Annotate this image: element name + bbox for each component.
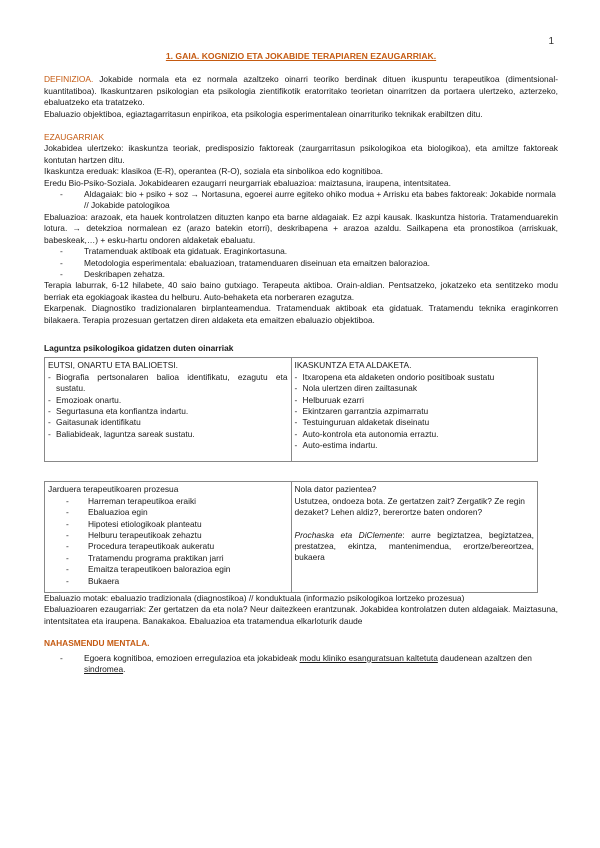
features-p5: Terapia laburrak, 6-12 hilabete, 40 saio baino gutxiago. Terapeuta aktiboa. Orain-aldian. Pentsatzeko, jokatzeko eta sentitzeko modu berriak eta egokiagoak ikastea du helburu. Auto-behaketa eta norberaren ezagutza. [44,280,558,302]
list-item: - Harreman terapeutikoa eraiki [48,496,288,507]
prochaska-label: Prochaska eta DiClemente [294,529,403,540]
definition-label: DEFINIZIOA. [44,74,94,85]
features-p3: Eredu Bio-Psiko-Soziala. Jokabidearen ezaugarri neurgarriak ebaluazioa: maiztasuna, iraupena, intentsitatea. [44,177,451,188]
process-question: Nola dator pazientea? [294,484,377,495]
list-item: - Nola ulertzen diren zailtasunak [295,383,535,394]
list-item [44,653,558,676]
mental-list [44,653,558,676]
list-item: - Auto-estima indartu. [295,440,535,451]
process-list [48,496,288,587]
evaluation-features: Ebaluazioaren ezaugarriak: Zer gertatzen da eta nola? Neur daitezkeen erantzunak. Jokabidea kontrolatzen duten aldagaiak. Maiztasuna, intentsitatea eta iraupena. Banakakoa. Ebaluazioa eta tratamendua elkarloturik daude [44,604,558,626]
support-title: Laguntza psikologikoa gidatzen duten oinarriak [44,342,234,353]
definition-text: Jokabide normala eta ez normala azaltzeko oinarri teoriko berdinak dituen ikuspuntu terapeutikoa (dimentsional-kuantitatiboa). Ikaskuntzaren psikologian eta psikologia zientifikotik eratorritako teorietan oinarritzen da portaera ulertzeko, azterzeko, ebaluatzeko eta tratatzeko. [44,74,558,108]
list-item: - Emaitza terapeutikoen balorazioa egin [48,564,288,575]
features-p4 [44,212,558,246]
list-item: - Emozioak onartu. [48,395,288,406]
p4-text: Ebaluazioa: arazoak, eta hauek kontrolatzen dituzten kanpo eta barne aldagaiak. Ez azpi kausak. Ikaskuntza historia. Tratamenduarekin lotura. [44,211,558,234]
features-p2: Ikaskuntza ereduak: klasikoa (E-R), operantea (R-O), soziala eta sinbolikoa edo kognitiboa. [44,166,383,177]
definition-line2: Ebaluazio objektiboa, egiaztagarritasun enpirikoa, eta psikologia esperimentalean oinarrituriko teknikak erabiltzen ditu. [44,108,483,119]
mental-text: daudenean azaltzen den [437,652,532,663]
bullet-text: Nortasuna, egoerei aurre egiteko ohiko modua + Arrisku eta babes faktoreak: Jokabide normala // Jokabide patologikoa [84,189,556,211]
list-item: - Segurtasuna eta konfiantza indartu. [48,406,288,417]
support-right-heading: IKASKUNTZA ETA ALDAKETA. [294,360,412,371]
list-item: - Auto-kontrola eta autonomia erraztu. [295,429,535,440]
list-item: - Ebaluazioa egin [48,507,288,518]
support-right-cell [291,358,538,462]
list-item: - Gaitasunak identifikatu [48,417,288,428]
page-number: 1 [548,36,554,47]
features-heading: EZAUGARRIAK [44,132,105,143]
document-page [44,28,558,675]
mental-text: . [123,664,126,675]
list-item: - Deskribapen zehatza. [44,269,558,280]
process-table [44,481,538,593]
list-item: - Tratamendu programa praktikan jarri [48,553,288,564]
bullet-text: Aldagaiak: bio + psiko + soz [84,189,189,200]
mental-text: Egoera kognitiboa, emozioen erregulazioa eta jokabideak [84,652,300,663]
process-left-cell [45,482,292,593]
list-item: - Helburu terapeutikoak zehaztu [48,530,288,541]
process-heading: Jarduera terapeutikoaren prozesua [48,484,179,495]
features-bullet-list-1 [44,189,558,212]
stages-text: : aurre begiztatzea, begiztatzea, prestatzea, ekintza, mantenimendua, erortze/bereortzea, bukaera [294,529,535,563]
support-table [44,357,538,462]
list-item: - Baliabideak, laguntza sareak sustatu. [48,429,288,440]
mental-heading: NAHASMENDU MENTALA. [44,638,150,649]
process-right-p1: Ustutzea, ondoeza bota. Ze gertatzen zait? Zergatik? Ze regin dezaket? Lehen aldiz?, bererortze baten ondoren? [294,495,525,518]
features-p6: Ekarpenak. Diagnostiko tradizionalaren birplanteamendua. Tratamenduak aktiboak eta gidatuak. Tratamendu teknika eraginkorren bilakaera. Terapia prozesuan gertatzen diren aldaketa eta emaitzen ebaluazio objektiboa. [44,303,558,325]
list-item: - Hipotesi etiologikoak planteatu [48,519,288,530]
evaluation-types: Ebaluazio motak: ebaluazio tradizionala (diagnostikoa) // konduktuala (informazio psikologikoa lortzeko prozesua) [44,593,465,603]
list-item: - Tratamenduak aktiboak eta gidatuak. Eraginkortasuna. [44,246,558,257]
list-item: - Itxaropena eta aldaketen ondorio positiboak sustatu [295,372,535,383]
support-left-heading: EUTSI, ONARTU ETA BALIOETSI. [48,360,178,371]
features-bullet-list-2 [44,246,558,280]
process-right-p2 [295,530,535,564]
mental-text-underlined: modu kliniko esanguratsuan kaltetuta [299,652,438,663]
list-item: - Bukaera [48,576,288,587]
features-p1: Jokabidea ulertzeko: ikaskuntza teoriak, predisposizio faktoreak (zaurgarritasun psikologikoa eta biologikoa), eta amiltze faktoreak kontutan hartzen ditu. [44,143,558,165]
page-title: 1. GAIA. KOGNIZIO ETA JOKABIDE TERAPIAREN EZAUGARRIAK. [165,51,437,61]
process-right-cell [291,482,538,593]
definition-paragraph [44,74,558,108]
support-left-list [48,372,288,440]
list-item: - Testuinguruan aldaketak diseinatu [295,417,535,428]
mental-text-underlined: sindromea [84,664,124,675]
p4-text: detekzioa normalean ez (arazo batekin etorri), deskribapena + arazoa azaldu. Sailkapena eta pronostikoa (arriskuak, babeskeak,…) + esku-hartu ondoren aldaketak ebaluatu. [44,223,558,245]
list-item: - Helburuak ezarri [295,395,535,406]
list-item: - Metodologia esperimentala: ebaluazioan, tratamenduaren diseinuan eta emaitzen balorazioa. [44,258,558,269]
support-right-list [295,372,535,452]
list-item: - Procedura terapeutikoak aukeratu [48,541,288,552]
support-left-cell [45,358,292,462]
list-item [44,189,558,212]
arrow-icon: → [188,189,202,200]
list-item: - Ekintzaren garrantzia azpimarratu [295,406,535,417]
arrow-icon: → [67,223,87,234]
list-item: - Biografia pertsonalaren balioa identifikatu, ezagutu eta sustatu. [48,372,288,395]
